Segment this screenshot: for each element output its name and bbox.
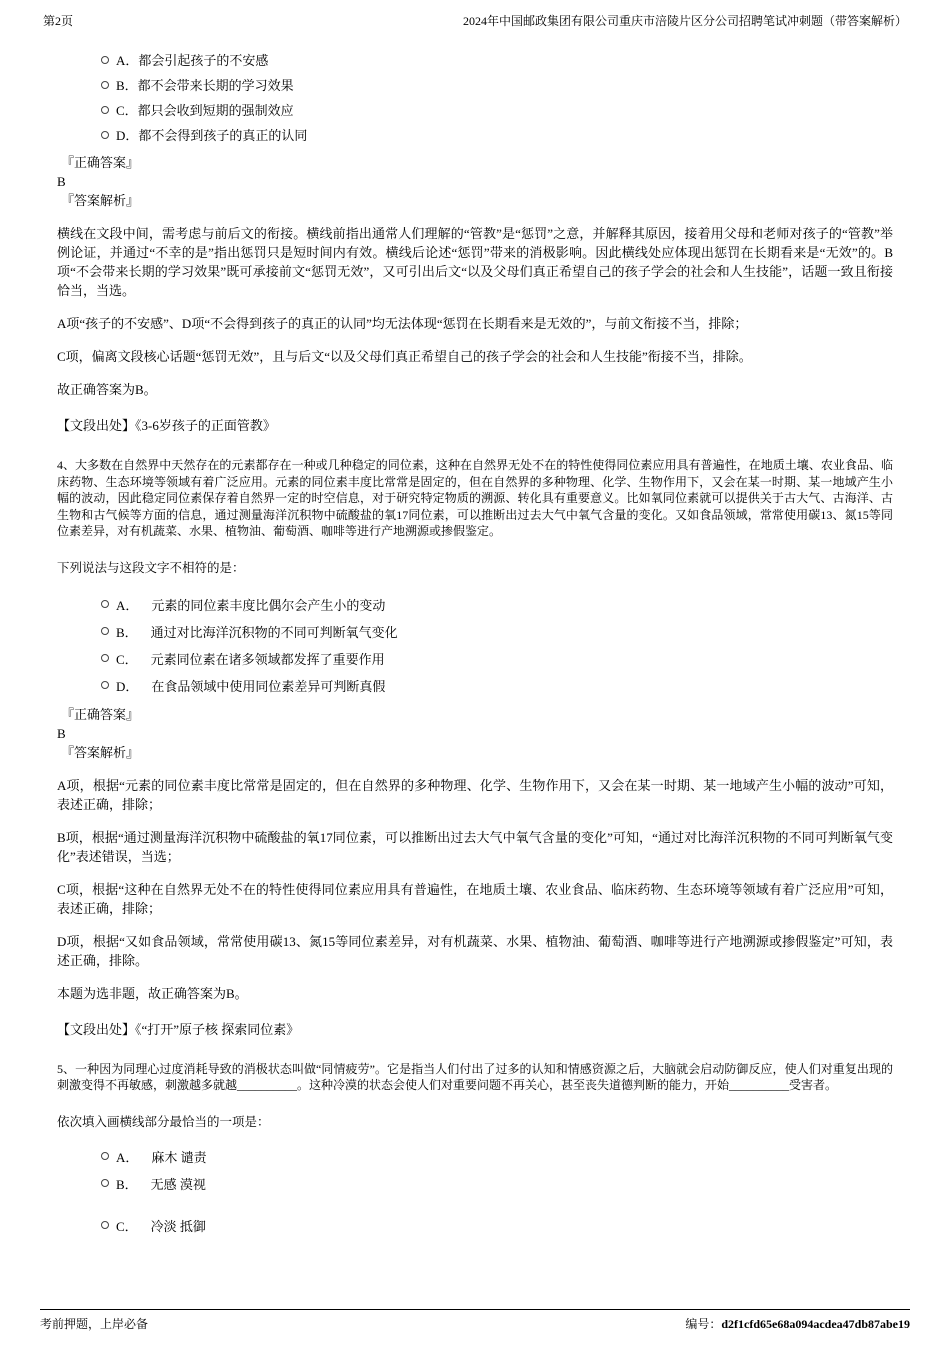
page-number: 第2页 bbox=[43, 14, 74, 28]
option-text: 元素同位素在诸多领域都发挥了重要作用 bbox=[150, 651, 385, 667]
radio-button[interactable] bbox=[101, 131, 109, 139]
correct-answer-header: 『正确答案』 bbox=[61, 706, 140, 722]
radio-button[interactable] bbox=[101, 81, 109, 89]
radio-button[interactable] bbox=[101, 1152, 109, 1160]
doc-title: 2024年中国邮政集团有限公司重庆市涪陵片区分公司招聘笔试冲刺题（带答案解析） bbox=[462, 14, 907, 28]
passage-source: 【文段出处】《“打开”原子核 探索同位素》 bbox=[57, 1021, 300, 1037]
option-text: 元素的同位素丰度比偶尔会产生小的变动 bbox=[151, 597, 386, 613]
option-label: C． bbox=[116, 1218, 138, 1234]
q3-option-c bbox=[101, 97, 893, 122]
q4-option-a bbox=[101, 591, 893, 618]
radio-button[interactable] bbox=[101, 654, 109, 662]
radio-button[interactable] bbox=[101, 627, 109, 635]
analysis-conclusion: 本题为选非题，故正确答案为B。 bbox=[57, 985, 248, 1001]
q4-option-d bbox=[101, 672, 893, 699]
q3-option-a bbox=[101, 47, 893, 72]
analysis-paragraph: C项，根据“这种在自然界无处不在的特性使得同位素应用具有普遍性，在地质土壤、农业食品、临床药物、生态环境等领域有着广泛应用”可知，表述正确，排除； bbox=[57, 881, 893, 916]
page-content bbox=[0, 47, 950, 1239]
q4-question-body: 4、大多数在自然界中天然存在的元素都存在一种或几种稳定的同位素，这种在自然界无处不在的特性使得同位素应用具有普遍性，在地质土壤、农业食品、临床药物、生态环境等领域有着广泛应用。元素的同位素丰度比常常是固定的，但在自然界的多种物理、化学、生物作用下，又会在某一时期、某一地域产生小幅的波动，因此稳定同位素保存着自然界一定的时空信息，对于研究特定物质的溯源、转化具有重要意义。比如氧同位素就可以提供关于古大气、古海洋、古生物和古气候等方面的信息，通过测量海洋沉积物中硫酸盐的氧17同位素，可以推断出过去大气中氧气含量的变化。又如食品领域，常常使用碳13、氮15等同位素差异，对有机蔬菜、水果、植物油、葡萄酒、咖啡等进行产地溯源或掺假鉴定。 bbox=[57, 458, 893, 538]
q5-option-b bbox=[101, 1170, 893, 1197]
q4-question-prompt: 下列说法与这段文字不相符的是： bbox=[57, 560, 245, 575]
passage-source: 【文段出处】《3-6岁孩子的正面管教》 bbox=[57, 418, 276, 433]
option-label: A． bbox=[116, 1149, 139, 1165]
analysis-paragraph: 横线在文段中间，需考虑与前后文的衔接。横线前指出通常人们理解的“管教”是“惩罚”之意，并解释其原因，接着用父母和老师对孩子的“管教”举例论证，并通过“不幸的是”指出惩罚只是短时间内有效。横线后论述“惩罚”带来的消极影响。因此横线处应体现出惩罚在长期看来是“无效”的。B项“不会带来长期的学习效果”既可承接前文“惩罚无效”，又可引出后文“以及父母们真正希望自己的孩子学会的社会和人生技能”，话题一致且衔接恰当，当选。 bbox=[57, 226, 893, 298]
q4-option-c bbox=[101, 645, 893, 672]
radio-button[interactable] bbox=[101, 1221, 109, 1229]
radio-button[interactable] bbox=[101, 1179, 109, 1187]
analysis-header: 『答案解析』 bbox=[61, 744, 140, 760]
option-text: 都只会收到短期的强制效应 bbox=[137, 103, 294, 118]
q4-options bbox=[57, 591, 893, 699]
analysis-conclusion: 故正确答案为B。 bbox=[57, 382, 157, 397]
page-footer bbox=[40, 1309, 910, 1332]
radio-button[interactable] bbox=[101, 681, 109, 689]
option-label: C． bbox=[116, 651, 138, 667]
analysis-paragraph: D项，根据“又如食品领域，常常使用碳13、氮15等同位素差异，对有机蔬菜、水果、植物油、葡萄酒、咖啡等进行产地溯源或掺假鉴定”可知，表述正确，排除。 bbox=[57, 933, 893, 968]
option-text: 麻木 谴责 bbox=[151, 1149, 207, 1165]
q5-question-prompt: 依次填入画横线部分最恰当的一项是： bbox=[57, 1114, 270, 1129]
option-label: B． bbox=[116, 624, 138, 640]
option-text: 都会引起孩子的不安感 bbox=[138, 53, 269, 68]
option-text: 都不会带来长期的学习效果 bbox=[137, 78, 294, 93]
q3-options bbox=[57, 47, 893, 147]
analysis-paragraph: A项，根据“元素的同位素丰度比常常是固定的，但在自然界的多种物理、化学、生物作用下，又会在某一时期、某一地域产生小幅的波动”可知，表述正确，排除； bbox=[57, 777, 893, 812]
page-header bbox=[0, 0, 950, 29]
footer-slogan: 考前押题，上岸必备 bbox=[40, 1317, 149, 1331]
analysis-paragraph: B项，根据“通过测量海洋沉积物中硫酸盐的氧17同位素，可以推断出过去大气中氧气含量的变化”可知，“通过对比海洋沉积物的不同可判断氧气变化”表述错误，当选； bbox=[57, 829, 893, 864]
doc-id-label: 编号： bbox=[685, 1317, 722, 1331]
option-label: A． bbox=[116, 53, 139, 68]
radio-button[interactable] bbox=[101, 56, 109, 64]
answer-value: B bbox=[57, 725, 66, 741]
option-label: B． bbox=[116, 78, 138, 93]
correct-answer-header: 『正确答案』 bbox=[61, 155, 140, 170]
q4-answer-block bbox=[57, 705, 893, 762]
footer-doc-id bbox=[685, 1316, 910, 1332]
q3-option-b bbox=[101, 72, 893, 97]
option-label: A． bbox=[116, 597, 139, 613]
option-text: 冷淡 抵御 bbox=[150, 1218, 206, 1234]
q3-option-d bbox=[101, 122, 893, 147]
q5-option-c bbox=[101, 1212, 893, 1239]
q5-option-a bbox=[101, 1143, 893, 1170]
radio-button[interactable] bbox=[101, 600, 109, 608]
doc-id-value: d2f1cfd65e68a094acdea47db87abe19 bbox=[721, 1317, 910, 1331]
option-label: D． bbox=[116, 128, 139, 143]
analysis-header: 『答案解析』 bbox=[61, 193, 140, 208]
q5-options bbox=[57, 1143, 893, 1239]
option-label: D． bbox=[116, 678, 139, 694]
option-text: 在食品领域中使用同位素差异可判断真假 bbox=[151, 678, 386, 694]
analysis-paragraph: A项“孩子的不安感”、D项“不会得到孩子的真正的认同”均无法体现“惩罚在长期看来是无效的”，与前文衔接不当，排除； bbox=[57, 316, 748, 331]
q5-question-body: 5、一种因为同理心过度消耗导致的消极状态叫做“同情疲劳”。它是指当人们付出了过多的认知和情感资源之后，大脑就会启动防御反应，使人们对重复出现的刺激变得不再敏感，刺激越多就越__________。这种冷漠的状态会使人们对重要问题不再关心，甚至丧失道德判断的能力，开始__________受害者。 bbox=[57, 1061, 893, 1092]
option-label: C． bbox=[116, 103, 138, 118]
answer-value: B bbox=[57, 174, 66, 189]
option-text: 通过对比海洋沉积物的不同可判断氧气变化 bbox=[150, 624, 398, 640]
option-label: B． bbox=[116, 1176, 138, 1192]
option-text: 都不会得到孩子的真正的认同 bbox=[138, 128, 308, 143]
option-text: 无感 漠视 bbox=[150, 1176, 206, 1192]
radio-button[interactable] bbox=[101, 106, 109, 114]
q3-answer-block bbox=[57, 153, 893, 210]
q4-option-b bbox=[101, 618, 893, 645]
analysis-paragraph: C项，偏离文段核心话题“惩罚无效”，且与后文“以及父母们真正希望自己的孩子学会的社会和人生技能”衔接不当，排除。 bbox=[57, 349, 752, 364]
